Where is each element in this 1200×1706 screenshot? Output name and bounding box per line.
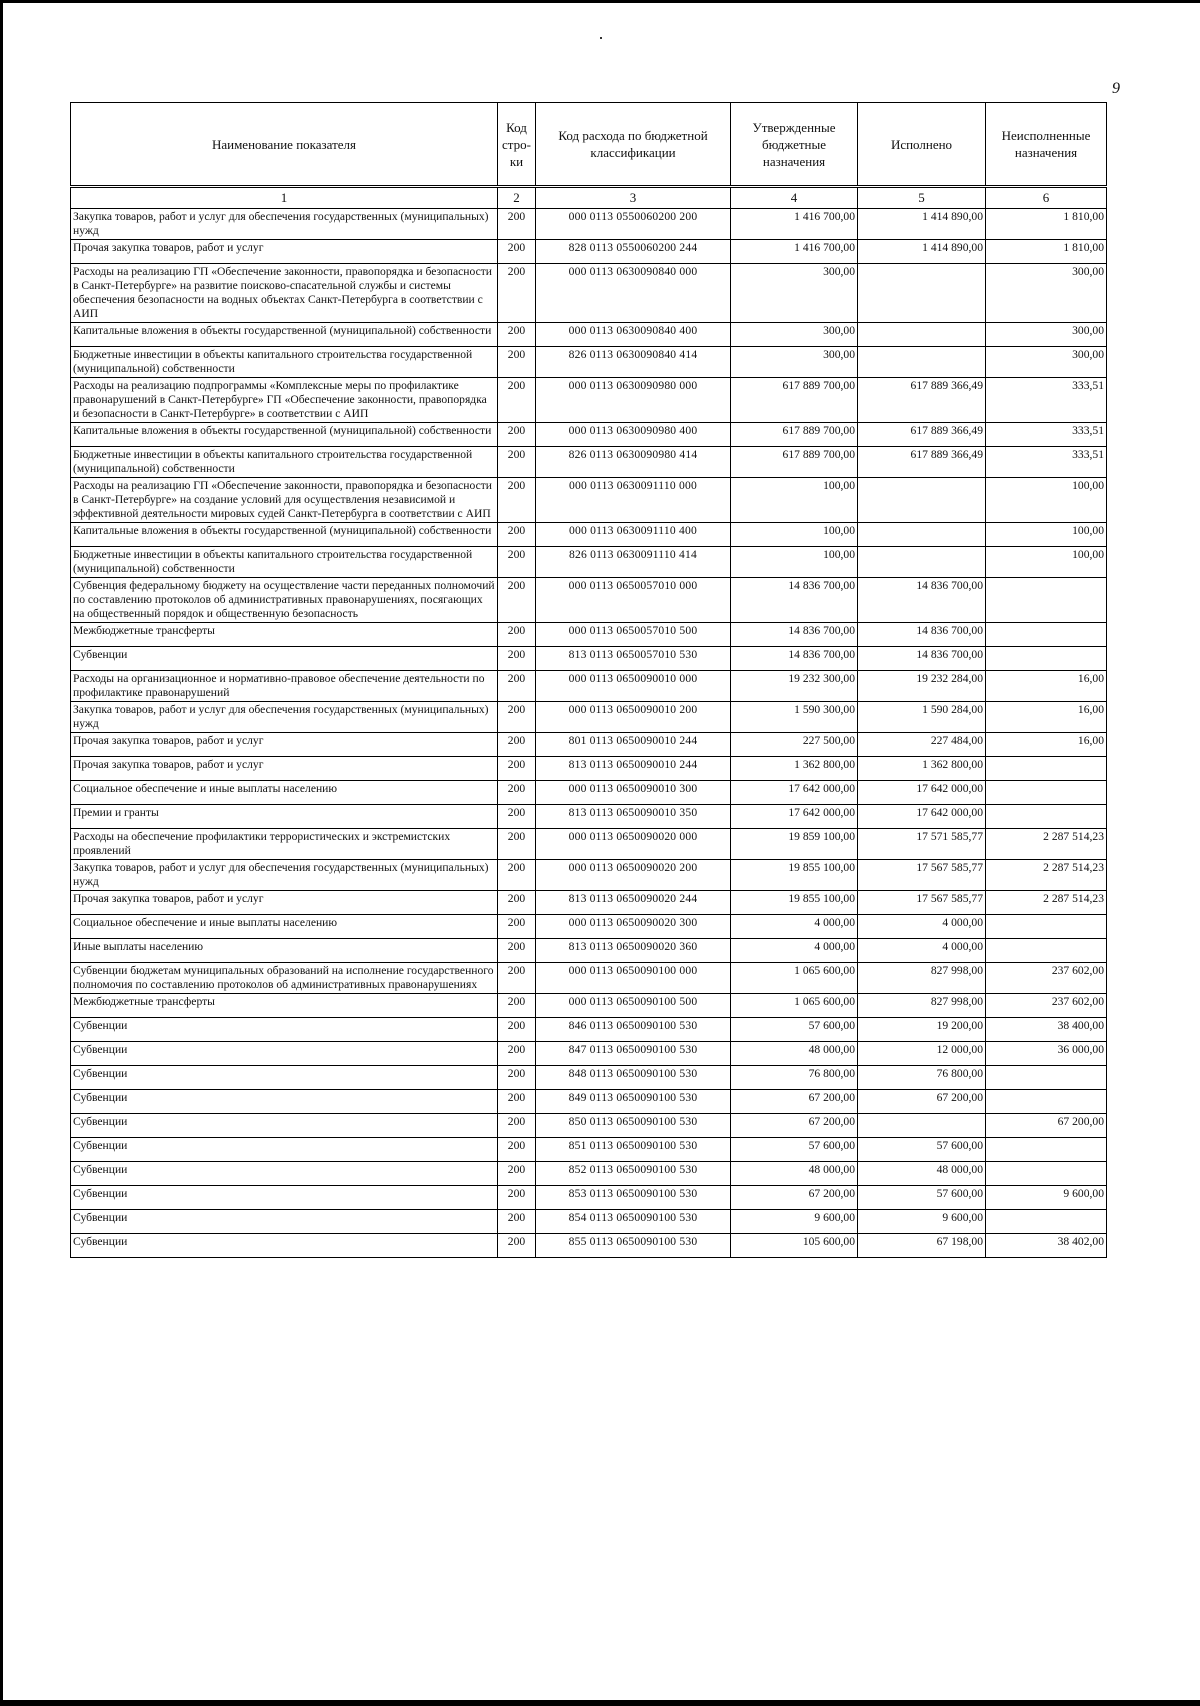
approved-amount-cell: 9 600,00 [731,1210,858,1234]
executed-amount-cell: 17 567 585,77 [858,891,986,915]
indicator-name-cell: Бюджетные инвестиции в объекты капитального строительства государственной (муниципальной) собственности [71,547,498,578]
table-row [71,578,1107,623]
remaining-amount-cell: 67 200,00 [986,1114,1107,1138]
indicator-name-cell: Расходы на реализацию подпрограммы «Комплексные меры по профилактике правонарушений в Санкт-Петербурге» ГП «Обеспечение законности, правопорядка и безопасности в Санкт-Петербурге» в соответствии с АИП [71,378,498,423]
table-row [71,963,1107,994]
table-row [71,1090,1107,1114]
approved-amount-cell: 19 855 100,00 [731,860,858,891]
indicator-name-cell: Иные выплаты населению [71,939,498,963]
executed-amount-cell: 1 414 890,00 [858,240,986,264]
approved-amount-cell: 4 000,00 [731,915,858,939]
classification-code-cell: 813 0113 0650057010 530 [536,647,731,671]
approved-amount-cell: 14 836 700,00 [731,578,858,623]
indicator-name-cell: Премии и гранты [71,805,498,829]
indicator-name-cell: Межбюджетные трансферты [71,994,498,1018]
indicator-name-cell: Субвенции бюджетам муниципальных образований на исполнение государственного полномочия по составлению протоколов об административных правонарушениях [71,963,498,994]
executed-amount-cell: 827 998,00 [858,994,986,1018]
line-code-cell: 200 [498,240,536,264]
executed-amount-cell: 67 198,00 [858,1234,986,1258]
approved-amount-cell: 19 232 300,00 [731,671,858,702]
executed-amount-cell [858,323,986,347]
line-code-cell: 200 [498,939,536,963]
line-code-cell: 200 [498,447,536,478]
indicator-name-cell: Расходы на реализацию ГП «Обеспечение законности, правопорядка и безопасности в Санкт-Петербурге» на развитие поисково-спасательной службы и системы обеспечения безопасности на водных объектах Санкт-Петербурга в соответствии с АИП [71,264,498,323]
classification-code-cell: 000 0113 0650090020 000 [536,829,731,860]
line-code-cell: 200 [498,578,536,623]
remaining-amount-cell: 100,00 [986,478,1107,523]
line-code-cell: 200 [498,1234,536,1258]
executed-amount-cell: 1 414 890,00 [858,209,986,240]
remaining-amount-cell: 333,51 [986,378,1107,423]
executed-amount-cell: 4 000,00 [858,915,986,939]
table-row [71,671,1107,702]
classification-code-cell: 813 0113 0650090010 244 [536,757,731,781]
approved-amount-cell: 1 416 700,00 [731,240,858,264]
line-code-cell: 200 [498,757,536,781]
classification-code-cell: 000 0113 0650090010 200 [536,702,731,733]
column-number: 3 [536,187,731,209]
executed-amount-cell: 1 590 284,00 [858,702,986,733]
executed-amount-cell: 57 600,00 [858,1186,986,1210]
indicator-name-cell: Субвенция федеральному бюджету на осуществление части переданных полномочий по составлению протоколов об административных правонарушениях, посягающих на общественный порядок и общественную безопасность [71,578,498,623]
remaining-amount-cell: 36 000,00 [986,1042,1107,1066]
remaining-amount-cell: 1 810,00 [986,240,1107,264]
line-code-cell: 200 [498,1138,536,1162]
column-number: 4 [731,187,858,209]
table-row [71,209,1107,240]
line-code-cell: 200 [498,647,536,671]
executed-amount-cell [858,1114,986,1138]
approved-amount-cell: 17 642 000,00 [731,805,858,829]
remaining-amount-cell [986,1162,1107,1186]
remaining-amount-cell: 237 602,00 [986,963,1107,994]
approved-amount-cell: 14 836 700,00 [731,623,858,647]
remaining-amount-cell: 100,00 [986,547,1107,578]
indicator-name-cell: Закупка товаров, работ и услуг для обеспечения государственных (муниципальных) нужд [71,860,498,891]
line-code-cell: 200 [498,829,536,860]
classification-code-cell: 855 0113 0650090100 530 [536,1234,731,1258]
indicator-name-cell: Субвенции [71,1018,498,1042]
executed-amount-cell: 1 362 800,00 [858,757,986,781]
indicator-name-cell: Субвенции [71,1066,498,1090]
indicator-name-cell: Социальное обеспечение и иные выплаты населению [71,781,498,805]
approved-amount-cell: 1 065 600,00 [731,963,858,994]
remaining-amount-cell [986,1066,1107,1090]
scan-border-top [0,0,1200,3]
table-row [71,1186,1107,1210]
classification-code-cell: 847 0113 0650090100 530 [536,1042,731,1066]
column-number: 6 [986,187,1107,209]
column-number-row [71,187,1107,209]
header-approved: Утвержденные бюджетные назначения [731,103,858,187]
line-code-cell: 200 [498,264,536,323]
table-row [71,523,1107,547]
indicator-name-cell: Прочая закупка товаров, работ и услуг [71,891,498,915]
table-row [71,378,1107,423]
table-row [71,264,1107,323]
executed-amount-cell: 17 642 000,00 [858,805,986,829]
table-row [71,347,1107,378]
approved-amount-cell: 100,00 [731,523,858,547]
approved-amount-cell: 105 600,00 [731,1234,858,1258]
executed-amount-cell: 14 836 700,00 [858,623,986,647]
approved-amount-cell: 14 836 700,00 [731,647,858,671]
table-row [71,623,1107,647]
column-number: 2 [498,187,536,209]
classification-code-cell: 000 0113 0650090100 500 [536,994,731,1018]
classification-code-cell: 000 0113 0630090840 000 [536,264,731,323]
remaining-amount-cell: 38 402,00 [986,1234,1107,1258]
approved-amount-cell: 76 800,00 [731,1066,858,1090]
table-row [71,478,1107,523]
classification-code-cell: 000 0113 0650057010 500 [536,623,731,647]
indicator-name-cell: Закупка товаров, работ и услуг для обеспечения государственных (муниципальных) нужд [71,209,498,240]
header-remaining: Неисполненные назначения [986,103,1107,187]
approved-amount-cell: 67 200,00 [731,1186,858,1210]
table-row [71,1162,1107,1186]
line-code-cell: 200 [498,1162,536,1186]
line-code-cell: 200 [498,347,536,378]
line-code-cell: 200 [498,623,536,647]
executed-amount-cell: 76 800,00 [858,1066,986,1090]
executed-amount-cell [858,523,986,547]
table-row [71,757,1107,781]
approved-amount-cell: 1 362 800,00 [731,757,858,781]
approved-amount-cell: 67 200,00 [731,1090,858,1114]
line-code-cell: 200 [498,860,536,891]
indicator-name-cell: Межбюджетные трансферты [71,623,498,647]
line-code-cell: 200 [498,1018,536,1042]
table-row [71,1138,1107,1162]
executed-amount-cell: 4 000,00 [858,939,986,963]
executed-amount-cell: 57 600,00 [858,1138,986,1162]
classification-code-cell: 826 0113 0630090980 414 [536,447,731,478]
table-row [71,829,1107,860]
indicator-name-cell: Субвенции [71,1090,498,1114]
line-code-cell: 200 [498,523,536,547]
table-row [71,240,1107,264]
indicator-name-cell: Субвенции [71,1210,498,1234]
executed-amount-cell: 67 200,00 [858,1090,986,1114]
approved-amount-cell: 1 416 700,00 [731,209,858,240]
remaining-amount-cell [986,939,1107,963]
executed-amount-cell [858,347,986,378]
remaining-amount-cell [986,647,1107,671]
line-code-cell: 200 [498,994,536,1018]
remaining-amount-cell: 100,00 [986,523,1107,547]
indicator-name-cell: Субвенции [71,1042,498,1066]
classification-code-cell: 000 0113 0630090980 400 [536,423,731,447]
executed-amount-cell: 827 998,00 [858,963,986,994]
indicator-name-cell: Бюджетные инвестиции в объекты капитального строительства государственной (муниципальной) собственности [71,347,498,378]
line-code-cell: 200 [498,781,536,805]
approved-amount-cell: 100,00 [731,478,858,523]
executed-amount-cell: 19 200,00 [858,1018,986,1042]
indicator-name-cell: Субвенции [71,1234,498,1258]
remaining-amount-cell: 38 400,00 [986,1018,1107,1042]
approved-amount-cell: 617 889 700,00 [731,423,858,447]
line-code-cell: 200 [498,1114,536,1138]
executed-amount-cell: 17 642 000,00 [858,781,986,805]
classification-code-cell: 000 0113 0550060200 200 [536,209,731,240]
indicator-name-cell: Прочая закупка товаров, работ и услуг [71,757,498,781]
classification-code-cell: 000 0113 0650090020 300 [536,915,731,939]
classification-code-cell: 850 0113 0650090100 530 [536,1114,731,1138]
table-row [71,323,1107,347]
table-row [71,915,1107,939]
table-row [71,1210,1107,1234]
remaining-amount-cell [986,1090,1107,1114]
approved-amount-cell: 19 855 100,00 [731,891,858,915]
remaining-amount-cell [986,578,1107,623]
remaining-amount-cell: 16,00 [986,671,1107,702]
table-row [71,994,1107,1018]
remaining-amount-cell: 237 602,00 [986,994,1107,1018]
table-row [71,1042,1107,1066]
table-row [71,805,1107,829]
line-code-cell: 200 [498,323,536,347]
indicator-name-cell: Капитальные вложения в объекты государственной (муниципальной) собственности [71,523,498,547]
line-code-cell: 200 [498,478,536,523]
remaining-amount-cell [986,757,1107,781]
classification-code-cell: 000 0113 0630090980 000 [536,378,731,423]
classification-code-cell: 851 0113 0650090100 530 [536,1138,731,1162]
classification-code-cell: 000 0113 0630090840 400 [536,323,731,347]
remaining-amount-cell: 333,51 [986,423,1107,447]
line-code-cell: 200 [498,1090,536,1114]
indicator-name-cell: Прочая закупка товаров, работ и услуг [71,240,498,264]
approved-amount-cell: 227 500,00 [731,733,858,757]
line-code-cell: 200 [498,702,536,733]
remaining-amount-cell: 9 600,00 [986,1186,1107,1210]
indicator-name-cell: Расходы на реализацию ГП «Обеспечение законности, правопорядка и безопасности в Санкт-Петербурге» на создание условий для осуществления независимой и эффективной деятельности мировых судей Санкт-Петербурга в соответствии с АИП [71,478,498,523]
line-code-cell: 200 [498,1042,536,1066]
budget-report-table [70,102,1107,1258]
line-code-cell: 200 [498,671,536,702]
indicator-name-cell: Субвенции [71,1162,498,1186]
classification-code-cell: 852 0113 0650090100 530 [536,1162,731,1186]
line-code-cell: 200 [498,1186,536,1210]
line-code-cell: 200 [498,963,536,994]
classification-code-cell: 801 0113 0650090010 244 [536,733,731,757]
scan-speck [600,37,602,39]
classification-code-cell: 849 0113 0650090100 530 [536,1090,731,1114]
indicator-name-cell: Субвенции [71,1186,498,1210]
classification-code-cell: 000 0113 0650090010 300 [536,781,731,805]
line-code-cell: 200 [498,423,536,447]
table-row [71,891,1107,915]
remaining-amount-cell: 300,00 [986,264,1107,323]
remaining-amount-cell [986,781,1107,805]
classification-code-cell: 000 0113 0650090100 000 [536,963,731,994]
classification-code-cell: 854 0113 0650090100 530 [536,1210,731,1234]
approved-amount-cell: 1 065 600,00 [731,994,858,1018]
remaining-amount-cell: 300,00 [986,323,1107,347]
classification-code-cell: 826 0113 0630090840 414 [536,347,731,378]
remaining-amount-cell: 16,00 [986,733,1107,757]
header-classification-code: Код расхода по бюджетной классификации [536,103,731,187]
line-code-cell: 200 [498,209,536,240]
table-row [71,647,1107,671]
approved-amount-cell: 57 600,00 [731,1018,858,1042]
remaining-amount-cell: 2 287 514,23 [986,829,1107,860]
executed-amount-cell: 12 000,00 [858,1042,986,1066]
table-row [71,447,1107,478]
approved-amount-cell: 57 600,00 [731,1138,858,1162]
executed-amount-cell: 227 484,00 [858,733,986,757]
indicator-name-cell: Субвенции [71,1138,498,1162]
approved-amount-cell: 617 889 700,00 [731,378,858,423]
line-code-cell: 200 [498,1210,536,1234]
executed-amount-cell: 14 836 700,00 [858,647,986,671]
table-row [71,1066,1107,1090]
line-code-cell: 200 [498,733,536,757]
executed-amount-cell: 617 889 366,49 [858,423,986,447]
classification-code-cell: 848 0113 0650090100 530 [536,1066,731,1090]
indicator-name-cell: Субвенции [71,647,498,671]
indicator-name-cell: Расходы на организационное и нормативно-правовое обеспечение деятельности по профилактике правонарушений [71,671,498,702]
indicator-name-cell: Расходы на обеспечение профилактики террористических и экстремистских проявлений [71,829,498,860]
classification-code-cell: 826 0113 0630091110 414 [536,547,731,578]
executed-amount-cell [858,547,986,578]
approved-amount-cell: 19 859 100,00 [731,829,858,860]
scan-border-bottom [0,1700,1200,1706]
remaining-amount-cell: 300,00 [986,347,1107,378]
classification-code-cell: 853 0113 0650090100 530 [536,1186,731,1210]
executed-amount-cell: 17 571 585,77 [858,829,986,860]
header-line-code: Код стро-ки [498,103,536,187]
classification-code-cell: 000 0113 0650090020 200 [536,860,731,891]
remaining-amount-cell [986,805,1107,829]
indicator-name-cell: Капитальные вложения в объекты государственной (муниципальной) собственности [71,323,498,347]
classification-code-cell: 813 0113 0650090020 244 [536,891,731,915]
table-row [71,1114,1107,1138]
remaining-amount-cell [986,1138,1107,1162]
line-code-cell: 200 [498,1066,536,1090]
page-number: 9 [1112,80,1120,97]
line-code-cell: 200 [498,805,536,829]
classification-code-cell: 000 0113 0650057010 000 [536,578,731,623]
approved-amount-cell: 100,00 [731,547,858,578]
table-row [71,1234,1107,1258]
classification-code-cell: 828 0113 0550060200 244 [536,240,731,264]
table-row [71,547,1107,578]
executed-amount-cell: 19 232 284,00 [858,671,986,702]
classification-code-cell: 813 0113 0650090010 350 [536,805,731,829]
executed-amount-cell [858,478,986,523]
approved-amount-cell: 300,00 [731,347,858,378]
remaining-amount-cell: 2 287 514,23 [986,860,1107,891]
executed-amount-cell: 617 889 366,49 [858,447,986,478]
scan-border-left [0,0,3,1706]
approved-amount-cell: 1 590 300,00 [731,702,858,733]
indicator-name-cell: Бюджетные инвестиции в объекты капитального строительства государственной (муниципальной) собственности [71,447,498,478]
executed-amount-cell: 14 836 700,00 [858,578,986,623]
table-row [71,781,1107,805]
remaining-amount-cell: 16,00 [986,702,1107,733]
remaining-amount-cell: 1 810,00 [986,209,1107,240]
executed-amount-cell: 17 567 585,77 [858,860,986,891]
approved-amount-cell: 67 200,00 [731,1114,858,1138]
approved-amount-cell: 48 000,00 [731,1042,858,1066]
table-body [71,209,1107,1258]
table-row [71,702,1107,733]
table-row [71,1018,1107,1042]
column-number: 1 [71,187,498,209]
table-row [71,939,1107,963]
column-number: 5 [858,187,986,209]
approved-amount-cell: 617 889 700,00 [731,447,858,478]
executed-amount-cell: 617 889 366,49 [858,378,986,423]
classification-code-cell: 000 0113 0650090010 000 [536,671,731,702]
indicator-name-cell: Субвенции [71,1114,498,1138]
indicator-name-cell: Закупка товаров, работ и услуг для обеспечения государственных (муниципальных) нужд [71,702,498,733]
remaining-amount-cell: 333,51 [986,447,1107,478]
header-indicator-name: Наименование показателя [71,103,498,187]
approved-amount-cell: 300,00 [731,264,858,323]
table-row [71,733,1107,757]
indicator-name-cell: Социальное обеспечение и иные выплаты населению [71,915,498,939]
approved-amount-cell: 4 000,00 [731,939,858,963]
classification-code-cell: 846 0113 0650090100 530 [536,1018,731,1042]
line-code-cell: 200 [498,547,536,578]
executed-amount-cell: 48 000,00 [858,1162,986,1186]
remaining-amount-cell [986,623,1107,647]
executed-amount-cell: 9 600,00 [858,1210,986,1234]
line-code-cell: 200 [498,915,536,939]
remaining-amount-cell [986,1210,1107,1234]
classification-code-cell: 000 0113 0630091110 400 [536,523,731,547]
executed-amount-cell [858,264,986,323]
classification-code-cell: 000 0113 0630091110 000 [536,478,731,523]
approved-amount-cell: 300,00 [731,323,858,347]
approved-amount-cell: 48 000,00 [731,1162,858,1186]
remaining-amount-cell: 2 287 514,23 [986,891,1107,915]
table-header-row [71,103,1107,187]
line-code-cell: 200 [498,891,536,915]
classification-code-cell: 813 0113 0650090020 360 [536,939,731,963]
line-code-cell: 200 [498,378,536,423]
table-row [71,860,1107,891]
indicator-name-cell: Прочая закупка товаров, работ и услуг [71,733,498,757]
remaining-amount-cell [986,915,1107,939]
header-executed: Исполнено [858,103,986,187]
table-row [71,423,1107,447]
indicator-name-cell: Капитальные вложения в объекты государственной (муниципальной) собственности [71,423,498,447]
approved-amount-cell: 17 642 000,00 [731,781,858,805]
